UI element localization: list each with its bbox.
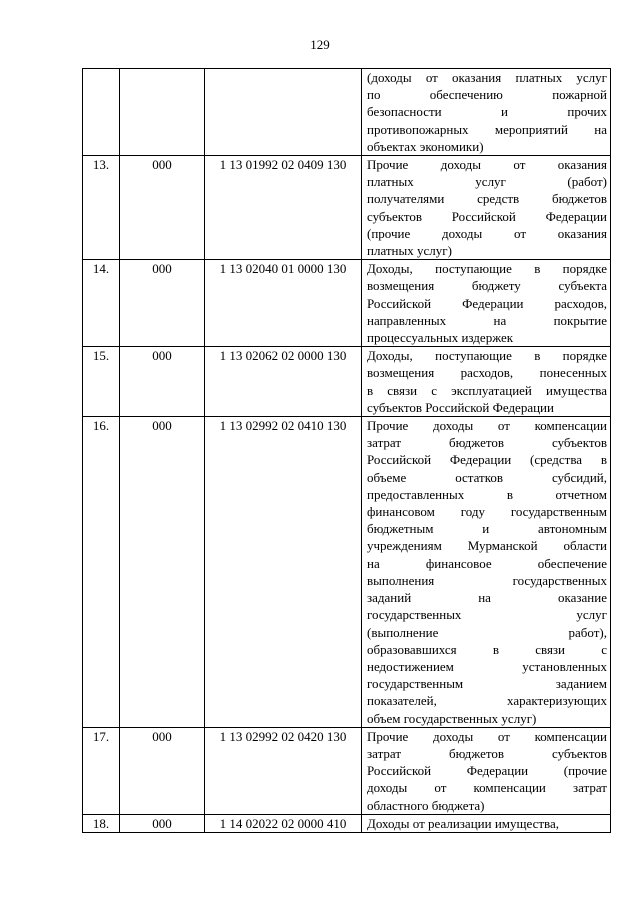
- description-line: (прочие доходы от оказания: [367, 225, 607, 241]
- description-line: заданий на оказание: [367, 590, 607, 606]
- row-number-cell: 14.: [83, 260, 120, 347]
- row-number-cell: [83, 69, 120, 156]
- description-line: Российской Федерации расходов,: [367, 295, 607, 311]
- table-row: [83, 347, 611, 417]
- description-line: возмещения бюджету субъекта: [367, 278, 607, 294]
- description-line: государственным заданием: [367, 676, 607, 692]
- description-line: затрат бюджетов субъектов: [367, 435, 607, 451]
- description-line: показателей, характеризующих: [367, 693, 607, 709]
- description-line: доходы от компенсации затрат: [367, 780, 607, 796]
- administrator-code-cell: 000: [120, 156, 205, 260]
- description-line: объем государственных услуг): [367, 710, 537, 726]
- administrator-code-cell: 000: [120, 814, 205, 832]
- administrator-code-cell: [120, 69, 205, 156]
- description-line: выполнения государственных: [367, 572, 607, 588]
- description-line: субъектов Российской Федерации: [367, 208, 607, 224]
- table-row: [83, 156, 611, 260]
- table-row: [83, 260, 611, 347]
- budget-classification-code-cell: [205, 69, 362, 156]
- description-line: по обеспечению пожарной: [367, 87, 607, 103]
- administrator-code-cell: 000: [120, 727, 205, 814]
- description-line: финансовом году государственным: [367, 504, 607, 520]
- income-description-cell: [362, 156, 611, 260]
- description-line: Прочие доходы от оказания: [367, 157, 607, 173]
- description-line: образовавшихся в связи с: [367, 641, 607, 657]
- table-row: [83, 727, 611, 814]
- budget-classification-table: [82, 68, 611, 833]
- table-row: [83, 69, 611, 156]
- income-description-cell: [362, 417, 611, 728]
- description-line: платных услуг): [367, 243, 452, 259]
- budget-classification-code-cell: 1 13 02992 02 0420 130: [205, 727, 362, 814]
- description-line: учреждениям Мурманской области: [367, 538, 607, 554]
- description-line: Прочие доходы от компенсации: [367, 728, 607, 744]
- description-line: затрат бюджетов субъектов: [367, 745, 607, 761]
- administrator-code-cell: 000: [120, 260, 205, 347]
- administrator-code-cell: 000: [120, 347, 205, 417]
- description-line: (доходы от оказания платных услуг: [367, 70, 607, 85]
- row-number-cell: 13.: [83, 156, 120, 260]
- table-row: [83, 417, 611, 728]
- row-number-cell: 18.: [83, 814, 120, 832]
- description-line: получателями средств бюджетов: [367, 191, 607, 207]
- budget-classification-code-cell: 1 13 02992 02 0410 130: [205, 417, 362, 728]
- administrator-code-cell: 000: [120, 417, 205, 728]
- table-body: [83, 69, 611, 833]
- description-line: на финансовое обеспечение: [367, 555, 607, 571]
- description-line: противопожарных мероприятий на: [367, 121, 607, 137]
- description-line: Доходы, поступающие в порядке: [367, 261, 607, 277]
- budget-classification-code-cell: 1 14 02022 02 0000 410: [205, 814, 362, 832]
- description-line: направленных на покрытие: [367, 312, 607, 328]
- description-line: (выполнение работ),: [367, 624, 607, 640]
- description-line: платных услуг (работ): [367, 174, 607, 190]
- page-number: 129: [310, 37, 330, 52]
- income-description-cell: [362, 260, 611, 347]
- income-description-cell: [362, 814, 611, 832]
- description-line: Доходы, поступающие в порядке: [367, 348, 607, 364]
- description-line: Российской Федерации (средства в: [367, 452, 607, 468]
- description-line: Прочие доходы от компенсации: [367, 418, 607, 434]
- row-number-cell: 15.: [83, 347, 120, 417]
- income-description-cell: [362, 69, 611, 156]
- description-line: предоставленных в отчетном: [367, 486, 607, 502]
- income-description-cell: [362, 727, 611, 814]
- description-line: государственных услуг: [367, 607, 607, 623]
- description-line: в связи с эксплуатацией имущества: [367, 382, 607, 398]
- description-line: объеме остатков субсидий,: [367, 469, 607, 485]
- description-line: объектах экономики): [367, 138, 484, 154]
- budget-classification-code-cell: 1 13 02040 01 0000 130: [205, 260, 362, 347]
- description-line: субъектов Российской Федерации: [367, 399, 554, 415]
- table-row: [83, 814, 611, 832]
- budget-classification-code-cell: 1 13 01992 02 0409 130: [205, 156, 362, 260]
- description-line: недостижением установленных: [367, 658, 607, 674]
- description-line: безопасности и прочих: [367, 104, 607, 120]
- row-number-cell: 17.: [83, 727, 120, 814]
- description-line: процессуальных издержек: [367, 330, 514, 346]
- description-line: областного бюджета): [367, 797, 485, 813]
- description-line: Российской Федерации (прочие: [367, 763, 607, 779]
- budget-classification-code-cell: 1 13 02062 02 0000 130: [205, 347, 362, 417]
- description-line: бюджетным и автономным: [367, 521, 607, 537]
- income-description-cell: [362, 347, 611, 417]
- description-line: возмещения расходов, понесенных: [367, 365, 607, 381]
- description-line: Доходы от реализации имущества,: [367, 815, 560, 831]
- row-number-cell: 16.: [83, 417, 120, 728]
